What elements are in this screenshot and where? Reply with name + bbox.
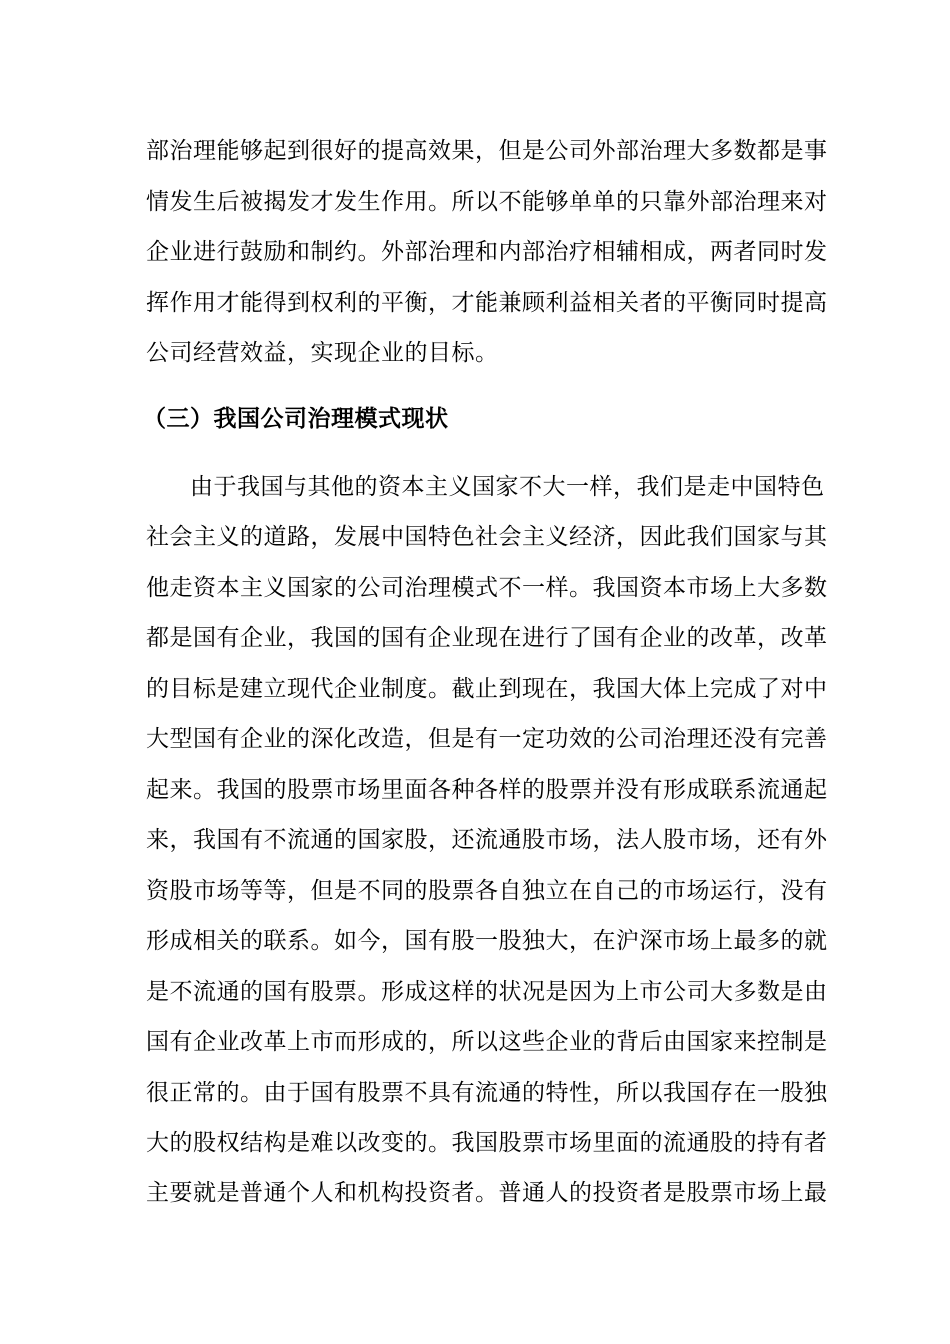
paragraph-line: 国有企业改革上市而形成的，所以这些企业的背后由国家来控制是 xyxy=(146,1029,828,1055)
paragraph-line: 很正常的。由于国有股票不具有流通的特性，所以我国存在一股独 xyxy=(146,1080,828,1106)
paragraph-line: 都是国有企业，我国的国有企业现在进行了国有企业的改革，改革 xyxy=(146,625,828,651)
paragraph-line: 挥作用才能得到权利的平衡，才能兼顾利益相关者的平衡同时提高 xyxy=(146,290,828,316)
paragraph-line: 企业进行鼓励和制约。外部治理和内部治疗相辅相成，两者同时发 xyxy=(146,239,828,265)
paragraph-line: 来，我国有不流通的国家股，还流通股市场，法人股市场，还有外 xyxy=(146,827,828,853)
section-heading: （三）我国公司治理模式现状 xyxy=(143,405,449,432)
paragraph-line: 社会主义的道路，发展中国特色社会主义经济，因此我们国家与其 xyxy=(146,524,828,550)
paragraph-line: 主要就是普通个人和机构投资者。普通人的投资者是股票市场上最 xyxy=(146,1180,828,1206)
paragraph-line: 形成相关的联系。如今，国有股一股独大，在沪深市场上最多的就 xyxy=(146,928,828,954)
paragraph-line: 大型国有企业的深化改造，但是有一定功效的公司治理还没有完善 xyxy=(146,726,828,752)
paragraph-line: 大的股权结构是难以改变的。我国股票市场里面的流通股的持有者 xyxy=(146,1130,828,1156)
paragraph-line: 由于我国与其他的资本主义国家不大一样，我们是走中国特色 xyxy=(190,474,825,500)
paragraph-line: 起来。我国的股票市场里面各种各样的股票并没有形成联系流通起 xyxy=(146,777,828,803)
paragraph-line: 公司经营效益，实现企业的目标。 xyxy=(146,340,499,366)
paragraph-line: 是不流通的国有股票。形成这样的状况是因为上市公司大多数是由 xyxy=(146,979,828,1005)
paragraph-line: 他走资本主义国家的公司治理模式不一样。我国资本市场上大多数 xyxy=(146,575,828,601)
paragraph-line: 情发生后被揭发才发生作用。所以不能够单单的只靠外部治理来对 xyxy=(146,189,828,215)
paragraph-line: 资股市场等等，但是不同的股票各自独立在自己的市场运行，没有 xyxy=(146,878,828,904)
paragraph-line: 的目标是建立现代企业制度。截止到现在，我国大体上完成了对中 xyxy=(146,676,828,702)
paragraph-line: 部治理能够起到很好的提高效果，但是公司外部治理大多数都是事 xyxy=(146,138,828,164)
